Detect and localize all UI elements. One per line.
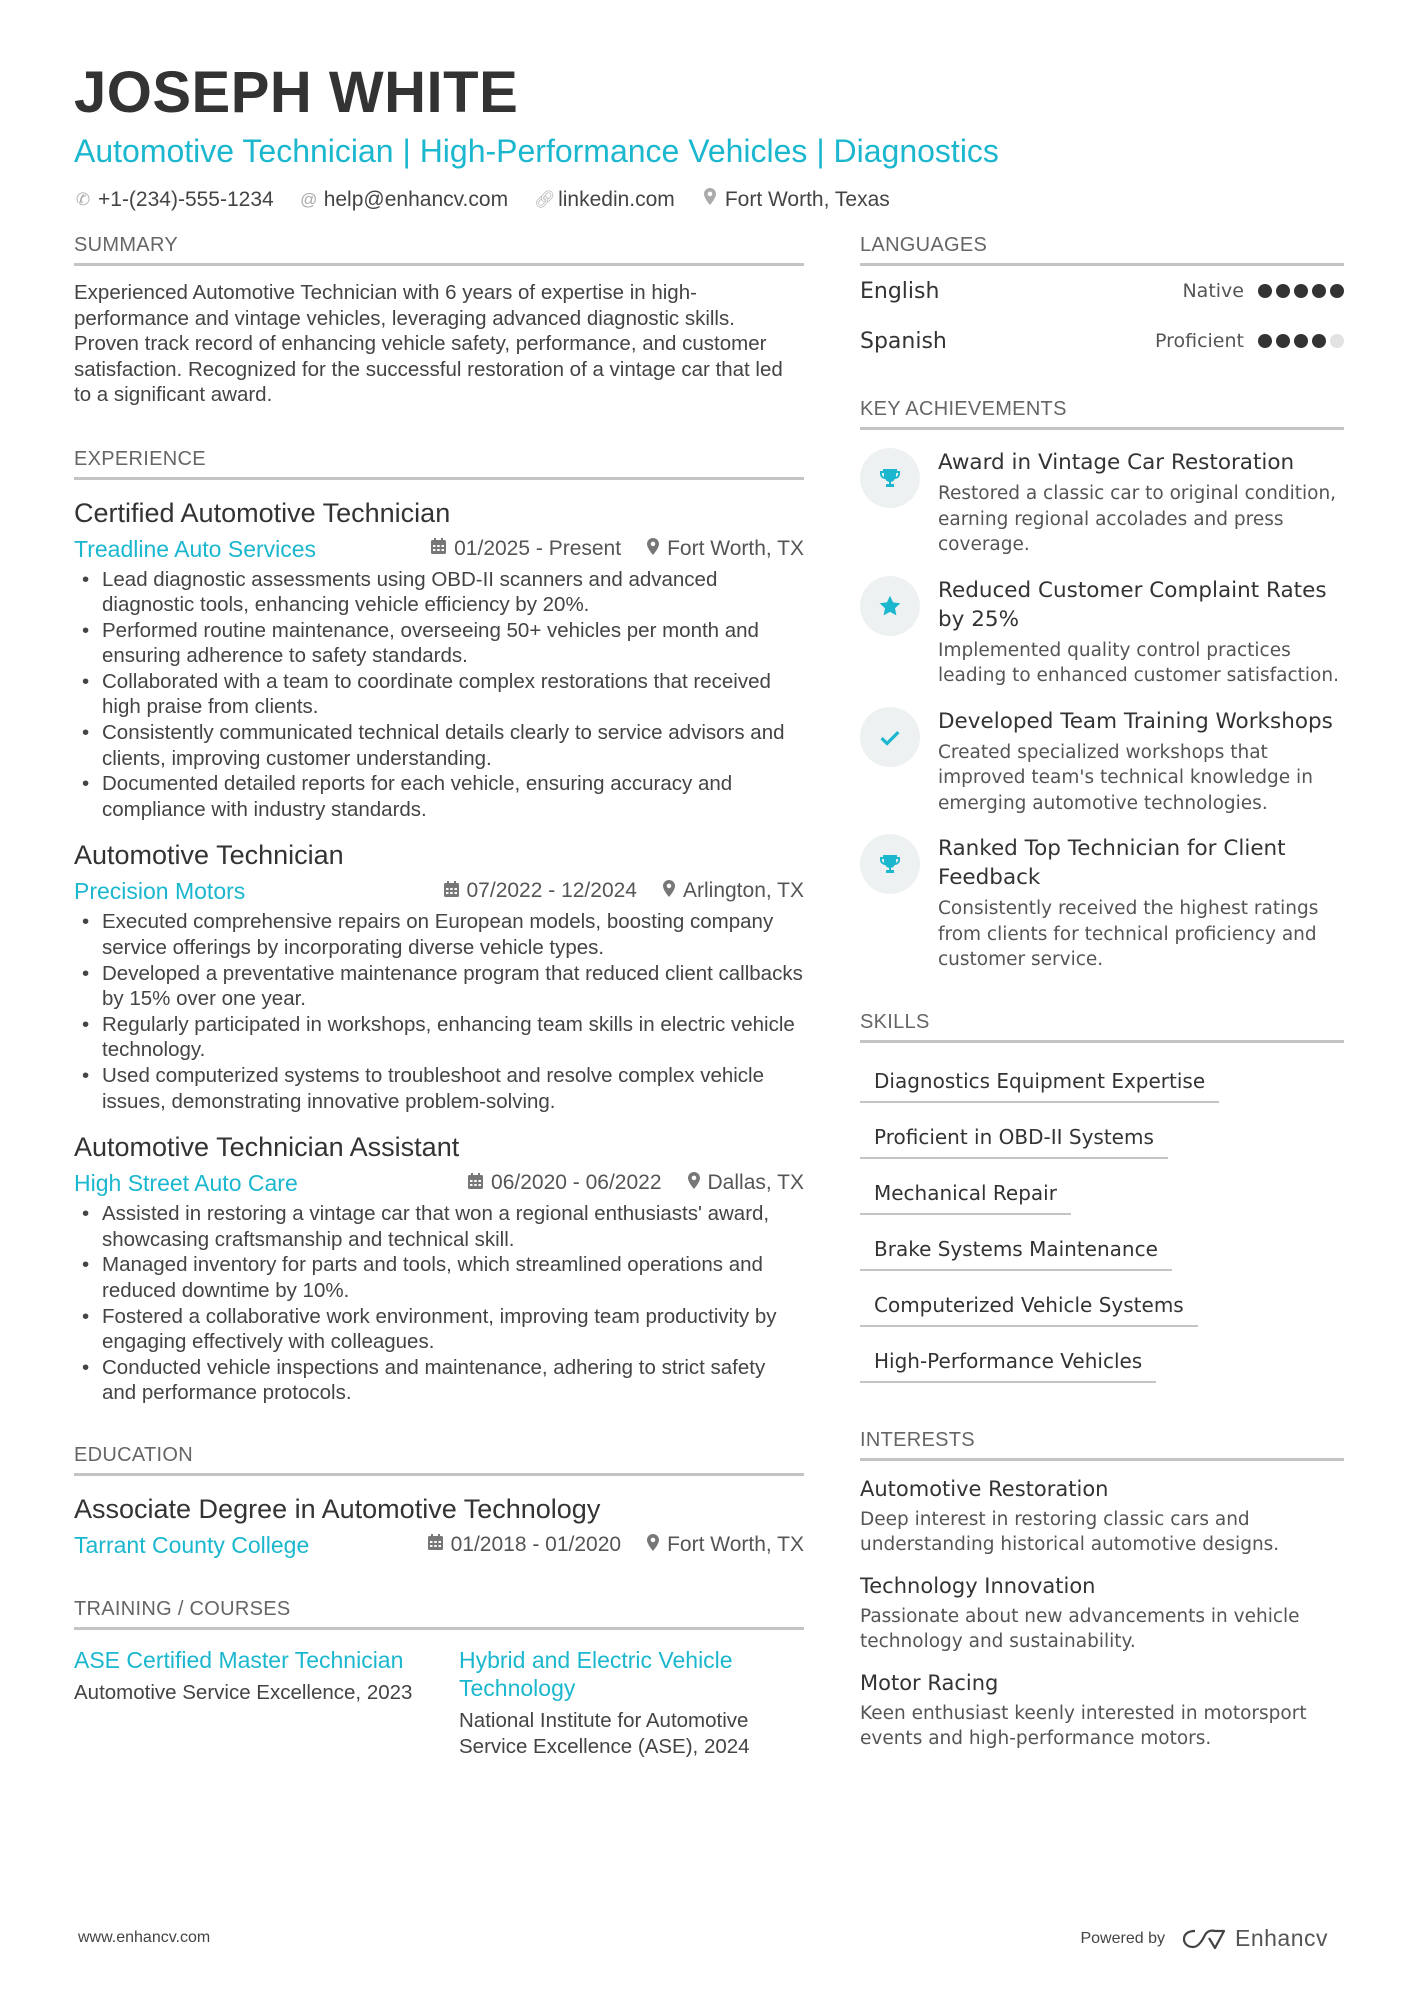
section-title-experience: EXPERIENCE bbox=[74, 446, 804, 480]
language-level: Proficient bbox=[1154, 330, 1244, 352]
proficiency-dots bbox=[1258, 334, 1344, 348]
section-title-achievements: KEY ACHIEVEMENTS bbox=[860, 396, 1344, 430]
job-bullets bbox=[74, 909, 804, 1114]
headline: Automotive Technician | High-Performance Vehicles | Diagnostics bbox=[74, 133, 999, 169]
language-row bbox=[860, 316, 1344, 366]
job-location bbox=[688, 1171, 804, 1195]
education-section bbox=[74, 1442, 804, 1560]
job-dates bbox=[468, 1171, 661, 1195]
achievement-item bbox=[860, 576, 1344, 689]
candidate-name: JOSEPH WHITE bbox=[74, 60, 519, 125]
achievement-title: Award in Vintage Car Restoration bbox=[938, 450, 1295, 475]
job-meta bbox=[74, 876, 804, 906]
job-location bbox=[647, 537, 804, 561]
training-item bbox=[74, 1646, 419, 1760]
dot-filled-icon bbox=[1312, 284, 1326, 298]
skill-tag: Diagnostics Equipment Expertise bbox=[860, 1055, 1219, 1103]
trophy-icon bbox=[860, 834, 920, 894]
interest-item bbox=[860, 1475, 1344, 1558]
bullet: • Consistently communicated technical details clearly to service advisors and clients, improving customer understanding. bbox=[74, 720, 804, 771]
summary-section bbox=[74, 232, 804, 408]
enhancv-logo-icon bbox=[1181, 1927, 1227, 1951]
job-location-text: Dallas, TX bbox=[707, 1171, 804, 1195]
job-bullets bbox=[74, 567, 804, 823]
bullet: • Regularly participated in workshops, enhancing team skills in electric vehicle technology. bbox=[74, 1012, 804, 1063]
interest-desc: Deep interest in restoring classic cars and understanding historical automotive designs. bbox=[860, 1508, 1280, 1555]
job-dates bbox=[444, 879, 637, 903]
contact-linkedin[interactable] bbox=[534, 186, 675, 214]
interest-desc: Passionate about new advancements in vehicle technology and sustainability. bbox=[860, 1605, 1300, 1652]
location-pin-icon bbox=[663, 880, 675, 902]
job-dates-text: 01/2025 - Present bbox=[454, 536, 622, 560]
interest-desc: Keen enthusiast keenly interested in motorsport events and high-performance motors. bbox=[860, 1702, 1307, 1749]
job-dates-text: 06/2020 - 06/2022 bbox=[491, 1171, 662, 1195]
job-meta bbox=[74, 534, 804, 564]
calendar-icon bbox=[468, 1173, 483, 1194]
skill-tag: High-Performance Vehicles bbox=[860, 1335, 1156, 1383]
training-item bbox=[459, 1646, 804, 1760]
training-title: Hybrid and Electric Vehicle Technology bbox=[459, 1646, 733, 1701]
bullet: • Conducted vehicle inspections and maintenance, adhering to strict safety and performance protocols. bbox=[74, 1355, 804, 1406]
achievements-section bbox=[860, 396, 1344, 973]
languages-section bbox=[860, 232, 1344, 366]
skill-tag: Brake Systems Maintenance bbox=[860, 1223, 1172, 1271]
bullet: • Fostered a collaborative work environment, improving team productivity by engaging effectively with colleagues. bbox=[74, 1304, 804, 1355]
contact-bar bbox=[74, 186, 1344, 214]
company-name: Treadline Auto Services bbox=[74, 535, 317, 562]
achievement-desc: Implemented quality control practices leading to enhanced customer satisfaction. bbox=[938, 639, 1339, 686]
proficiency-dots bbox=[1258, 284, 1344, 298]
dot-filled-icon bbox=[1276, 334, 1290, 348]
phone-icon: ✆ bbox=[75, 190, 91, 209]
experience-section bbox=[74, 446, 804, 1406]
job-entry bbox=[74, 838, 804, 1114]
trophy-icon bbox=[860, 448, 920, 508]
email-text: help@enhancv.com bbox=[323, 188, 509, 211]
job-bullets bbox=[74, 1201, 804, 1406]
section-title-languages: LANGUAGES bbox=[860, 232, 1344, 266]
training-subtitle: National Institute for Automotive Service Excellence (ASE), 2024 bbox=[459, 1708, 750, 1758]
job-dates-text: 07/2022 - 12/2024 bbox=[466, 879, 637, 903]
dot-filled-icon bbox=[1330, 284, 1344, 298]
summary-text: Experienced Automotive Technician with 6 years of expertise in high-performance and vintage vehicles, leveraging advanced diagnostic skills. Proven track record of enhancing vehicle safety, performance, and customer satisfaction. Recognized for the successful restoration of a vintage car that led to a significant award. bbox=[74, 281, 783, 406]
location-text: Fort Worth, Texas bbox=[724, 188, 890, 211]
powered-by-label: Powered by bbox=[1080, 1929, 1165, 1947]
brand-logo[interactable] bbox=[1181, 1925, 1328, 1952]
education-meta bbox=[74, 1530, 804, 1560]
calendar-icon bbox=[431, 538, 446, 559]
achievement-desc: Consistently received the highest ratings from clients for technical proficiency and customer service. bbox=[938, 898, 1319, 970]
training-title: ASE Certified Master Technician bbox=[74, 1646, 404, 1673]
dot-filled-icon bbox=[1294, 334, 1308, 348]
phone-text: +1-(234)-555-1234 bbox=[98, 188, 274, 211]
achievement-item bbox=[860, 834, 1344, 973]
calendar-icon bbox=[428, 1534, 443, 1555]
at-icon: @ bbox=[300, 190, 318, 209]
footer bbox=[0, 1925, 1410, 1955]
achievement-desc: Restored a classic car to original condition, earning regional accolades and press coverage. bbox=[938, 483, 1337, 555]
skills-section bbox=[860, 1009, 1344, 1383]
section-title-training: TRAINING / COURSES bbox=[74, 1596, 804, 1630]
language-row bbox=[860, 266, 1344, 316]
contact-phone[interactable] bbox=[74, 186, 274, 214]
job-location-text: Arlington, TX bbox=[682, 879, 804, 903]
bullet: • Collaborated with a team to coordinate complex restorations that received high praise from clients. bbox=[74, 669, 804, 720]
interest-title: Automotive Restoration bbox=[860, 1476, 1109, 1501]
bullet: • Used computerized systems to troubleshoot and resolve complex vehicle issues, demonstrating innovative problem-solving. bbox=[74, 1063, 804, 1114]
bullet: • Managed inventory for parts and tools, which streamlined operations and reduced downtime by 10%. bbox=[74, 1252, 804, 1303]
contact-email[interactable] bbox=[300, 186, 508, 214]
dot-filled-icon bbox=[1312, 334, 1326, 348]
job-title: Automotive Technician bbox=[74, 840, 344, 871]
company-name: High Street Auto Care bbox=[74, 1170, 298, 1197]
section-title-interests: INTERESTS bbox=[860, 1427, 1344, 1461]
dot-filled-icon bbox=[1276, 284, 1290, 298]
link-icon: 🔗︎ bbox=[534, 190, 556, 209]
language-name: English bbox=[860, 278, 940, 304]
achievement-item bbox=[860, 448, 1344, 558]
skills-list bbox=[860, 1055, 1344, 1383]
section-title-skills: SKILLS bbox=[860, 1009, 1344, 1043]
check-icon bbox=[860, 707, 920, 767]
job-entry bbox=[74, 1130, 804, 1406]
calendar-icon bbox=[444, 881, 459, 902]
training-grid bbox=[74, 1646, 804, 1760]
degree-title: Associate Degree in Automotive Technology bbox=[74, 1493, 601, 1524]
company-name: Precision Motors bbox=[74, 878, 246, 905]
dot-filled-icon bbox=[1258, 284, 1272, 298]
job-dates bbox=[431, 537, 621, 561]
dot-filled-icon bbox=[1294, 284, 1308, 298]
skill-tag: Mechanical Repair bbox=[860, 1167, 1071, 1215]
bullet: • Developed a preventative maintenance program that reduced client callbacks by 15% over one year. bbox=[74, 961, 804, 1012]
interest-title: Motor Racing bbox=[860, 1670, 999, 1695]
training-subtitle: Automotive Service Excellence, 2023 bbox=[74, 1680, 413, 1704]
language-name: Spanish bbox=[860, 328, 947, 354]
education-dates-text: 01/2018 - 01/2020 bbox=[450, 1532, 622, 1556]
achievement-item bbox=[860, 707, 1344, 817]
school-name: Tarrant County College bbox=[74, 1531, 310, 1558]
location-pin-icon bbox=[688, 1172, 700, 1194]
language-level: Native bbox=[1182, 280, 1244, 302]
interest-item bbox=[860, 1669, 1344, 1752]
star-icon bbox=[860, 576, 920, 636]
job-meta bbox=[74, 1168, 804, 1198]
interest-item bbox=[860, 1572, 1344, 1655]
resume-header bbox=[74, 58, 1344, 214]
achievement-title: Developed Team Training Workshops bbox=[938, 708, 1333, 734]
interests-section bbox=[860, 1427, 1344, 1752]
education-location bbox=[647, 1533, 804, 1557]
bullet: • Lead diagnostic assessments using OBD-II scanners and advanced diagnostic tools, enhancing vehicle efficiency by 20%. bbox=[74, 567, 804, 618]
dot-empty-icon bbox=[1330, 334, 1344, 348]
skill-tag: Computerized Vehicle Systems bbox=[860, 1279, 1198, 1327]
section-title-summary: SUMMARY bbox=[74, 232, 804, 266]
interest-title: Technology Innovation bbox=[860, 1573, 1096, 1598]
location-pin-icon bbox=[647, 538, 659, 560]
job-location-text: Fort Worth, TX bbox=[667, 536, 804, 560]
left-column bbox=[74, 232, 804, 1790]
job-title: Certified Automotive Technician bbox=[74, 497, 451, 528]
right-column bbox=[860, 232, 1344, 1782]
training-section bbox=[74, 1596, 804, 1760]
powered-by bbox=[1080, 1925, 1328, 1952]
bullet: • Executed comprehensive repairs on European models, boosting company service offerings by incorporating diverse vehicle types. bbox=[74, 909, 804, 960]
website-link[interactable]: www.enhancv.com bbox=[78, 1929, 211, 1946]
section-title-education: EDUCATION bbox=[74, 1442, 804, 1476]
location-pin-icon bbox=[701, 186, 719, 214]
job-entry bbox=[74, 496, 804, 823]
dot-filled-icon bbox=[1258, 334, 1272, 348]
job-location bbox=[663, 879, 804, 903]
education-entry bbox=[74, 1492, 804, 1560]
bullet: • Performed routine maintenance, overseeing 50+ vehicles per month and ensuring adherence to safety standards. bbox=[74, 618, 804, 669]
achievement-title: Reduced Customer Complaint Rates by 25% bbox=[938, 577, 1327, 632]
education-dates bbox=[428, 1533, 621, 1557]
contact-location bbox=[701, 186, 890, 214]
education-location-text: Fort Worth, TX bbox=[667, 1532, 804, 1556]
bullet: • Assisted in restoring a vintage car that won a regional enthusiasts' award, showcasing craftsmanship and technical skill. bbox=[74, 1201, 804, 1252]
skill-tag: Proficient in OBD-II Systems bbox=[860, 1111, 1168, 1159]
location-pin-icon bbox=[647, 1534, 659, 1556]
linkedin-text: linkedin.com bbox=[558, 188, 675, 211]
achievement-desc: Created specialized workshops that improved team's technical knowledge in emerging automotive technologies. bbox=[938, 741, 1313, 814]
brand-name: Enhancv bbox=[1234, 1925, 1328, 1951]
job-title: Automotive Technician Assistant bbox=[74, 1132, 460, 1163]
achievement-title: Ranked Top Technician for Client Feedback bbox=[938, 836, 1286, 890]
bullet: • Documented detailed reports for each vehicle, ensuring accuracy and compliance with industry standards. bbox=[74, 771, 804, 822]
